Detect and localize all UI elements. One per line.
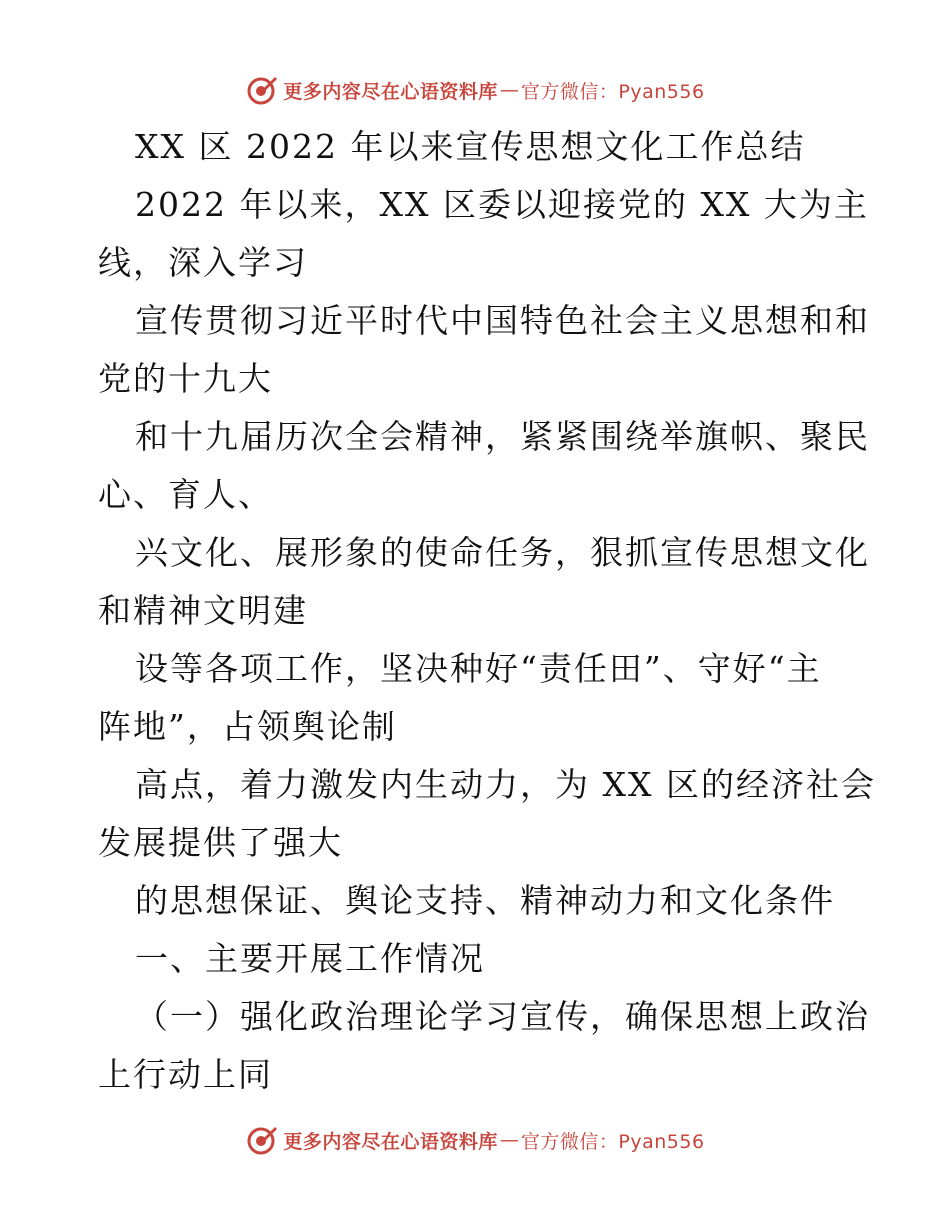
paragraph-line: 党的十九大 [98, 359, 273, 398]
paragraph-line: 设等各项工作，坚决种好“责任田”、守好“主 [135, 649, 822, 688]
footer-dash: — [499, 1129, 519, 1151]
paragraph-line: 和十九届历次全会精神，紧紧围绕举旗帜、聚民 [135, 417, 870, 456]
header-dash: — [499, 79, 519, 101]
paragraph-line: 心、育人、 [98, 475, 273, 514]
footer-banner [0, 1120, 950, 1160]
pen-logo-icon [245, 73, 279, 107]
paragraph-line: 阵地”，占领舆论制 [98, 707, 397, 746]
paragraph-line: 宣传贯彻习近平时代中国特色社会主义思想和和 [135, 301, 870, 340]
document-title: XX 区 2022 年以来宣传思想文化工作总结 [135, 127, 806, 166]
paragraph-line: 发展提供了强大 [98, 823, 343, 862]
paragraph-line: 上行动上同 [98, 1055, 273, 1094]
pen-logo-icon [245, 1123, 279, 1157]
header-banner [0, 70, 950, 110]
paragraph-line: 2022 年以来，XX 区委以迎接党的 XX 大为主 [135, 185, 869, 224]
paragraph-line: 和精神文明建 [98, 591, 308, 630]
header-wechat: 官方微信：Pyan556 [520, 80, 705, 103]
paragraph-line: 的思想保证、舆论支持、精神动力和文化条件 [135, 881, 835, 920]
subsection-heading: （一）强化政治理论学习宣传，确保思想上政治 [135, 997, 870, 1036]
section-heading: 一、主要开展工作情况 [135, 939, 485, 978]
header-slogan: 更多内容尽在心语资料库 [283, 80, 498, 103]
document-body [98, 118, 876, 1104]
paragraph-line: 兴文化、展形象的使命任务，狠抓宣传思想文化 [135, 533, 870, 572]
paragraph-line: 高点，着力激发内生动力，为 XX 区的经济社会 [135, 765, 876, 804]
footer-wechat: 官方微信：Pyan556 [520, 1130, 705, 1153]
paragraph-line: 线，深入学习 [98, 243, 308, 282]
footer-slogan: 更多内容尽在心语资料库 [283, 1130, 498, 1153]
